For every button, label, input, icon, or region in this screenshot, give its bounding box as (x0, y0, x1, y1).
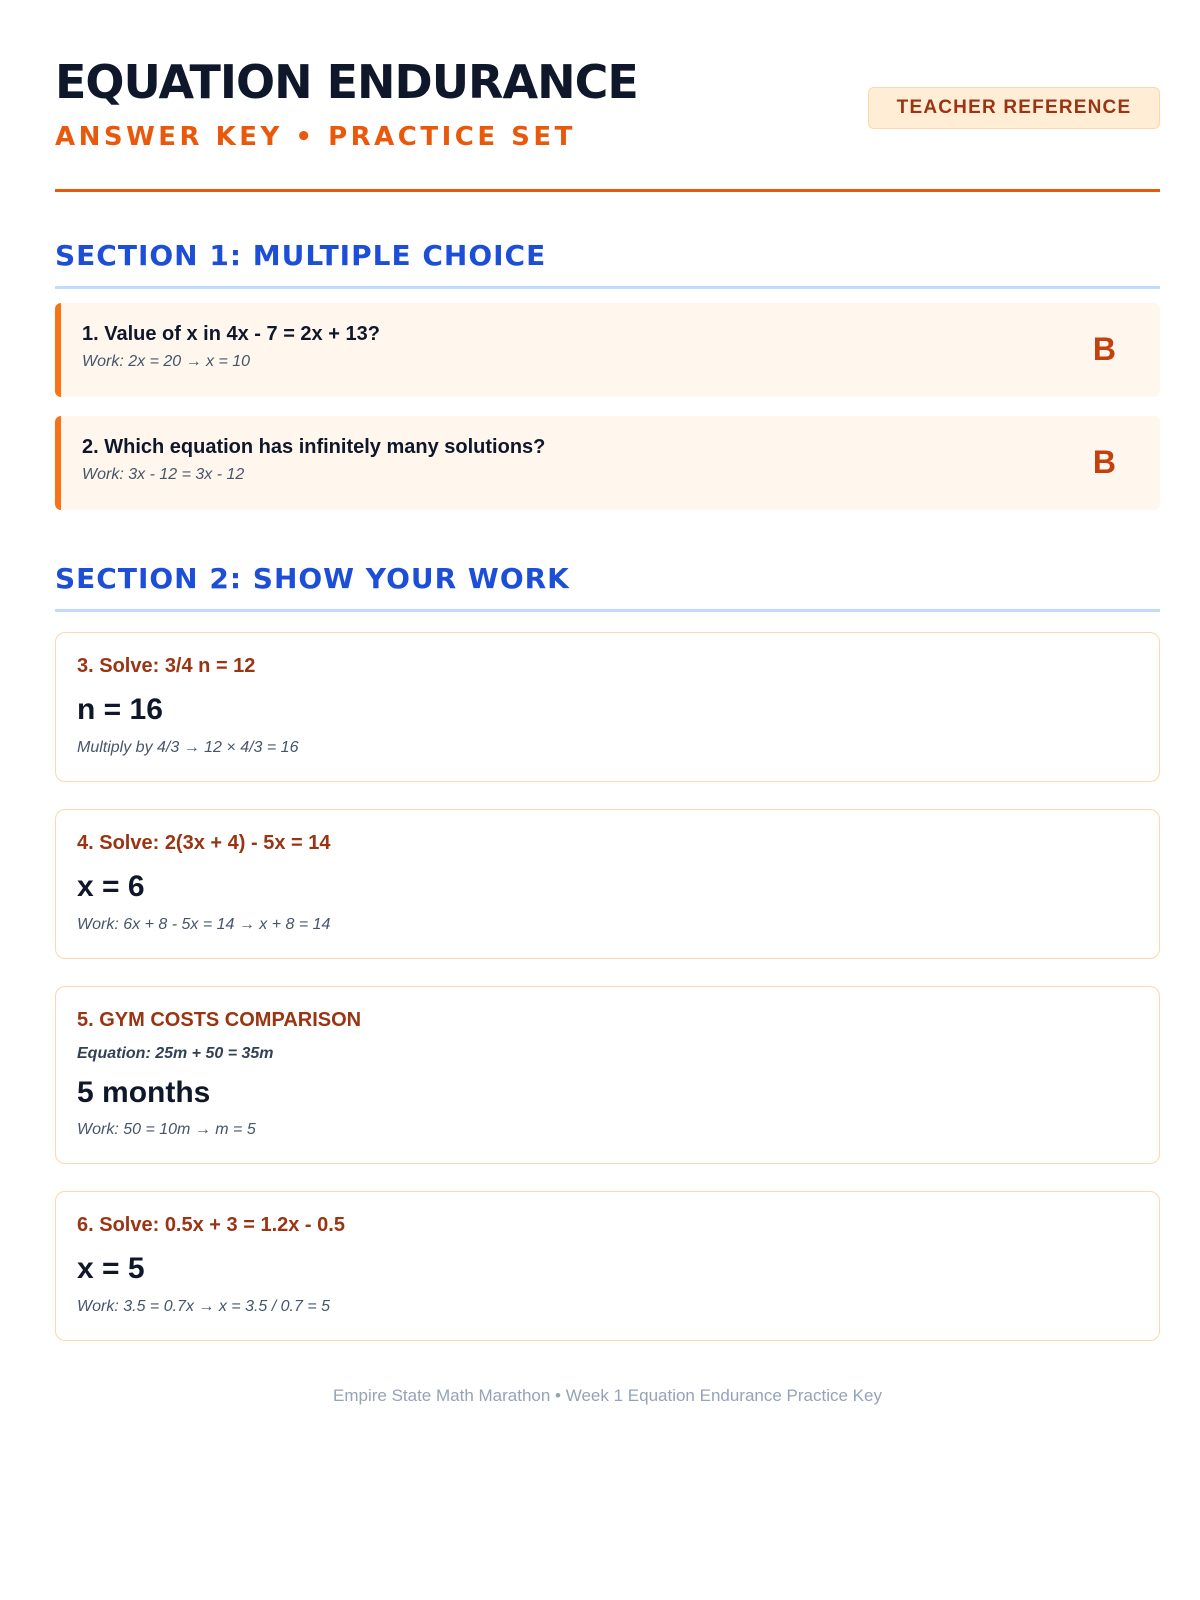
problem-work: Work: 6x + 8 - 5x = 14 → x + 8 = 14 (77, 916, 331, 933)
problem-prompt: 4. Solve: 2(3x + 4) - 5x = 14 (77, 832, 331, 854)
work-problem-6 (55, 1191, 1160, 1341)
problem-prompt: 5. GYM COSTS COMPARISON (77, 1009, 362, 1031)
mc-question-text: 2. Which equation has infinitely many solutions? (82, 436, 546, 458)
teacher-reference-badge: TEACHER REFERENCE (868, 87, 1160, 129)
mc-work-text: Work: 3x - 12 = 3x - 12 (82, 466, 245, 483)
mc-question-2 (55, 416, 1160, 510)
section-2-heading: SECTION 2: SHOW YOUR WORK (55, 562, 570, 595)
page-footer: Empire State Math Marathon • Week 1 Equation Endurance Practice Key (333, 1386, 882, 1405)
problem-work: Work: 3.5 = 0.7x → x = 3.5 / 0.7 = 5 (77, 1298, 331, 1315)
header-divider (55, 189, 1160, 192)
problem-answer: x = 6 (77, 870, 145, 903)
mc-question-1 (55, 303, 1160, 397)
mc-question-text: 1. Value of x in 4x - 7 = 2x + 13? (82, 323, 380, 345)
section-2-divider (55, 609, 1160, 612)
work-problem-4 (55, 809, 1160, 959)
page-subtitle: ANSWER KEY • PRACTICE SET (55, 122, 576, 152)
mc-answer-letter: B (1092, 444, 1116, 480)
problem-answer: n = 16 (77, 693, 163, 726)
page-header (55, 0, 1160, 192)
section-1-heading: SECTION 1: MULTIPLE CHOICE (55, 239, 547, 272)
page-title: EQUATION ENDURANCE (55, 55, 638, 109)
problem-answer: 5 months (77, 1076, 211, 1109)
problem-answer: x = 5 (77, 1252, 145, 1285)
work-problem-5 (55, 986, 1160, 1164)
section-1-divider (55, 286, 1160, 289)
problem-prompt: 3. Solve: 3/4 n = 12 (77, 655, 256, 677)
problem-equation: Equation: 25m + 50 = 35m (77, 1045, 274, 1062)
problem-prompt: 6. Solve: 0.5x + 3 = 1.2x - 0.5 (77, 1214, 345, 1236)
problem-work: Multiply by 4/3 → 12 × 4/3 = 16 (77, 739, 299, 756)
work-problem-3 (55, 632, 1160, 782)
problem-work: Work: 50 = 10m → m = 5 (77, 1121, 256, 1138)
answer-key-page (55, 0, 1160, 1405)
mc-work-text: Work: 2x = 20 → x = 10 (82, 353, 251, 370)
mc-answer-letter: B (1092, 331, 1116, 367)
